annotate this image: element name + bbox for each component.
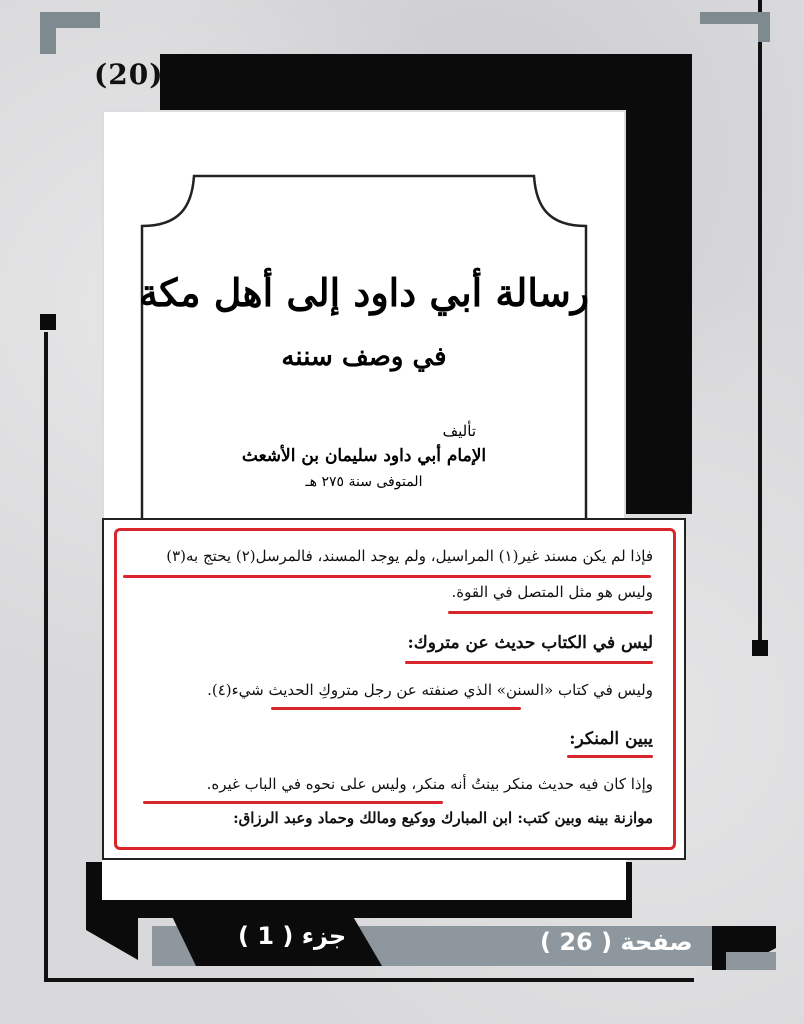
frame-line-right [758,0,762,648]
underline-5 [567,755,653,758]
book-excerpt [102,518,686,860]
underline-6 [143,801,443,804]
corner-decoration [40,12,100,54]
cover-author-label: تأليف [442,422,476,440]
frame-square-left [40,314,56,330]
page-label: صفحة ( 26 ) [540,928,693,956]
book-cover-page [102,110,626,520]
cover-death-note: المتوفى سنة ٢٧٥ هـ [305,474,423,490]
excerpt-line-1: فإذا لم يكن مسند غير(١) المراسيل، ولم يوجد المسند، فالمرسل(٢) يحتج به(٣) [166,547,653,565]
frame-line-bottom [44,978,694,982]
underline-3 [405,661,653,664]
excerpt-line-4: وإذا كان فيه حديث منكر بينتُ أنه منكر، وليس على نحوه في الباب غيره. [206,775,653,793]
underline-4 [271,707,521,710]
excerpt-red-frame [114,528,676,850]
excerpt-heading-1: ليس في الكتاب حديث عن متروك: [407,633,653,653]
frame-square-right [752,640,768,656]
page-bottom-strip [102,860,626,900]
underline-1 [123,575,651,578]
cover-author-name: الإمام أبي داود سليمان بن الأشعث [241,446,487,466]
cover-title: رسالة أبي داود إلى أهل مكة [138,270,590,315]
excerpt-line-3: وليس في كتاب «السنن» الذي صنفته عن رجل متروكِ الحديث شيء(٤). [207,681,653,699]
volume-label: جزء ( 1 ) [238,922,347,950]
frame-line-left [44,332,48,982]
excerpt-heading-3: موازنة بينه وبين كتب: ابن المبارك ووكيع ومالك وحماد وعبد الرزاق: [233,809,653,827]
cover-subtitle: في وصف سننه [281,342,447,372]
corner-decoration-right [700,12,770,42]
page-number: (20) [94,58,164,91]
underline-2 [448,611,653,614]
excerpt-line-2: وليس هو مثل المتصل في القوة. [451,583,653,601]
excerpt-heading-2: يبين المنكر: [569,729,653,749]
